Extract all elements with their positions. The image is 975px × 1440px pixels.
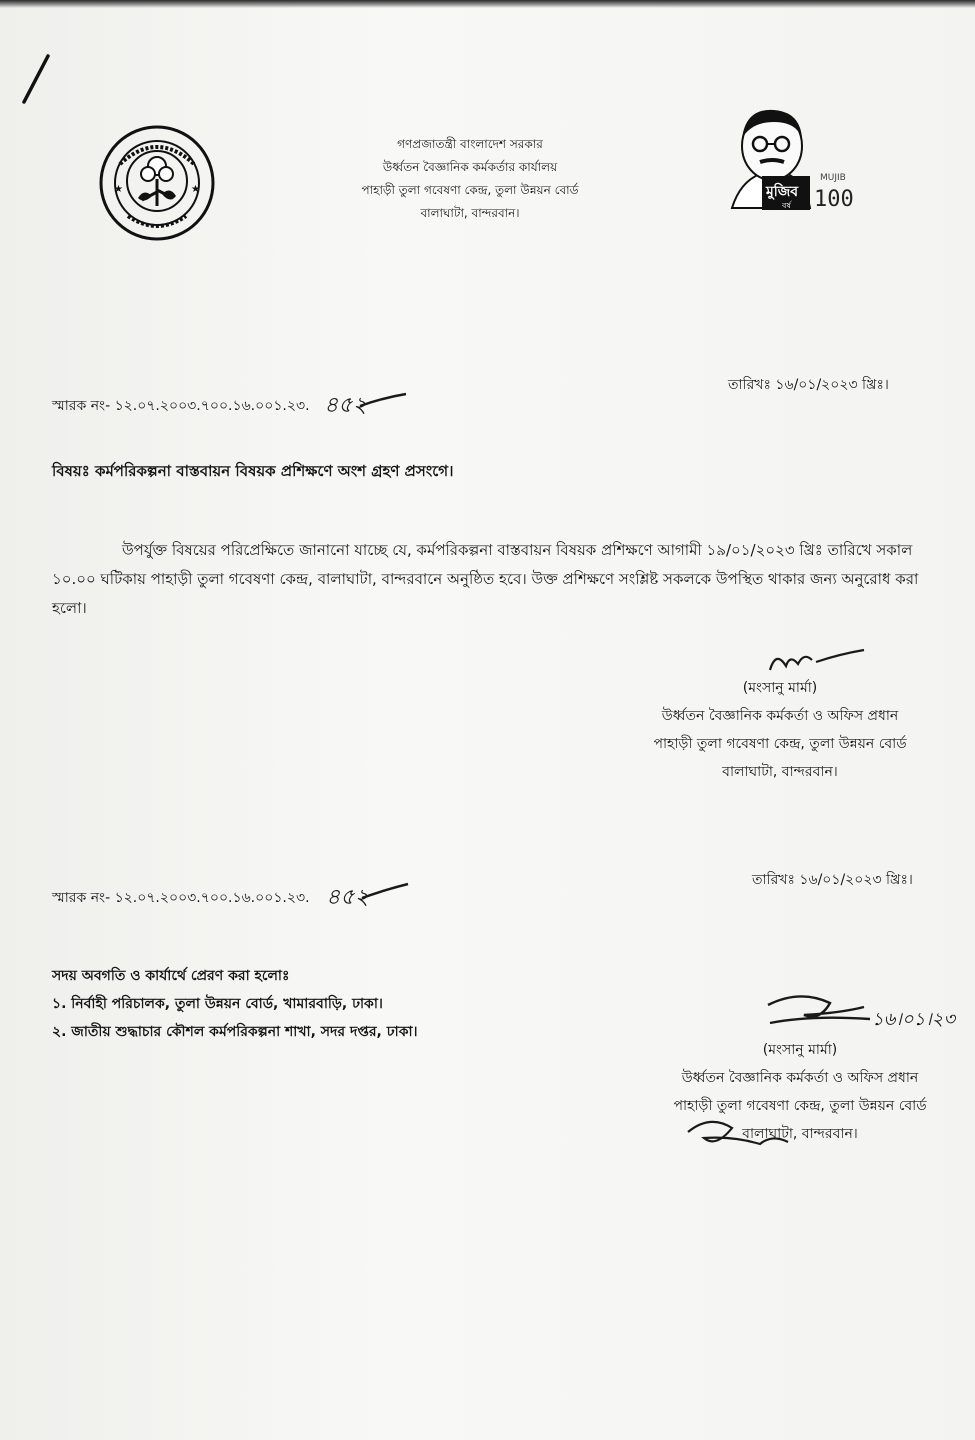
- letterhead-line: পাহাড়ী তুলা গবেষণা কেন্দ্র, তুলা উন্নয়ন বোর্ড: [361, 183, 579, 197]
- signatory-name: (মংসানু মার্মা): [742, 680, 818, 696]
- memo-number: স্মারক নং- ১২.০৭.২০০৩.৭০০.১৬.০০১.২৩.: [52, 398, 310, 414]
- svg-text:MUJIB: MUJIB: [820, 173, 846, 183]
- letter-date: তারিখঃ ১৬/০১/২০২৩ খ্রিঃ।: [752, 872, 913, 888]
- mujib-100-portrait-icon: [726, 104, 876, 212]
- handwritten-memo-number: [320, 384, 410, 420]
- initials-scribble-icon: [680, 1108, 800, 1158]
- signature-scribble-icon: [760, 985, 960, 1035]
- letterhead-line: গণপ্রজাতন্ত্রী বাংলাদেশ সরকার: [397, 137, 543, 151]
- pen-mark-icon: [14, 52, 54, 108]
- distribution-list: [52, 962, 572, 1046]
- letter-body: উপর্যুক্ত বিষয়ের পরিপ্রেক্ষিতে জানানো যাচ্ছে যে, কর্মপরিকল্পনা বাস্তবায়ন বিষয়ক প্রশিক্ষণে আগামী ১৯/০১/২০২৩ খ্রিঃ তারিখে সকাল ১০.০০ ঘটিকায় পাহাড়ী তুলা গবেষণা কেন্দ্র, বালাঘাটা, বান্দরবানে অনুষ্ঠিত হবে। উক্ত প্রশিক্ষণে সংশ্লিষ্ট সকলকে উপস্থিত থাকার জন্য অনুরোধ করা হলো।: [52, 541, 919, 617]
- svg-text:বর্ষ: বর্ষ: [782, 201, 791, 210]
- svg-text:মুজিব: মুজিব: [766, 184, 799, 200]
- handwritten-date: ১৬।০১।২৩: [872, 1009, 956, 1030]
- signatory-name: (মংসানু মার্মা): [762, 1042, 838, 1058]
- letterhead: [300, 133, 640, 225]
- letterhead-line: উর্ধ্বতন বৈজ্ঞানিক কর্মকর্তার কার্যালয়: [382, 160, 558, 174]
- letter-subject: বিষয়ঃ কর্মপরিকল্পনা বাস্তবায়ন বিষয়ক প্রশিক্ষণে অংশ গ্রহণ প্রসংগে।: [52, 462, 454, 480]
- letter-date: তারিখঃ ১৬/০১/২০২৩ খ্রিঃ।: [728, 377, 889, 393]
- signatory-place: বালাঘাটা, বান্দরবান।: [742, 1126, 858, 1142]
- signatory-place: বালাঘাটা, বান্দরবান।: [722, 764, 838, 780]
- list-item: ১. নির্বাহী পরিচালক, তুলা উন্নয়ন বোর্ড, খামারবাড়ি, ঢাকা।: [52, 996, 383, 1012]
- memo-number: স্মারক নং- ১২.০৭.২০০৩.৭০০.১৬.০০১.২৩.: [52, 890, 310, 906]
- signature-block: [600, 674, 960, 786]
- distribution-heading: সদয় অবগতি ও কার্যার্থে প্রেরণ করা হলোঃ: [52, 968, 290, 984]
- cotton-board-seal-icon: [98, 124, 216, 242]
- svg-text:★: ★: [191, 184, 200, 195]
- handwritten-number: ৪৫২: [324, 393, 367, 418]
- signatory-title: উর্ধ্বতন বৈজ্ঞানিক কর্মকর্তা ও অফিস প্রধান: [661, 708, 899, 724]
- letterhead-line: বালাঘাটা, বান্দরবান।: [420, 206, 520, 220]
- handwritten-memo-number: [322, 876, 412, 912]
- signatory-org: পাহাড়ী তুলা গবেষণা কেন্দ্র, তুলা উন্নয়ন বোর্ড: [653, 736, 907, 752]
- svg-text:100: 100: [814, 187, 854, 212]
- svg-text:★: ★: [114, 184, 123, 195]
- list-item: ২. জাতীয় শুদ্ধাচার কৌশল কর্মপরিকল্পনা শাখা, সদর দপ্তর, ঢাকা।: [52, 1024, 418, 1040]
- signatory-org: পাহাড়ী তুলা গবেষণা কেন্দ্র, তুলা উন্নয়ন বোর্ড: [673, 1098, 927, 1114]
- signatory-title: উর্ধ্বতন বৈজ্ঞানিক কর্মকর্তা ও অফিস প্রধান: [681, 1070, 919, 1086]
- scan-edge: [0, 0, 975, 8]
- handwritten-number: ৪৫২: [326, 885, 369, 910]
